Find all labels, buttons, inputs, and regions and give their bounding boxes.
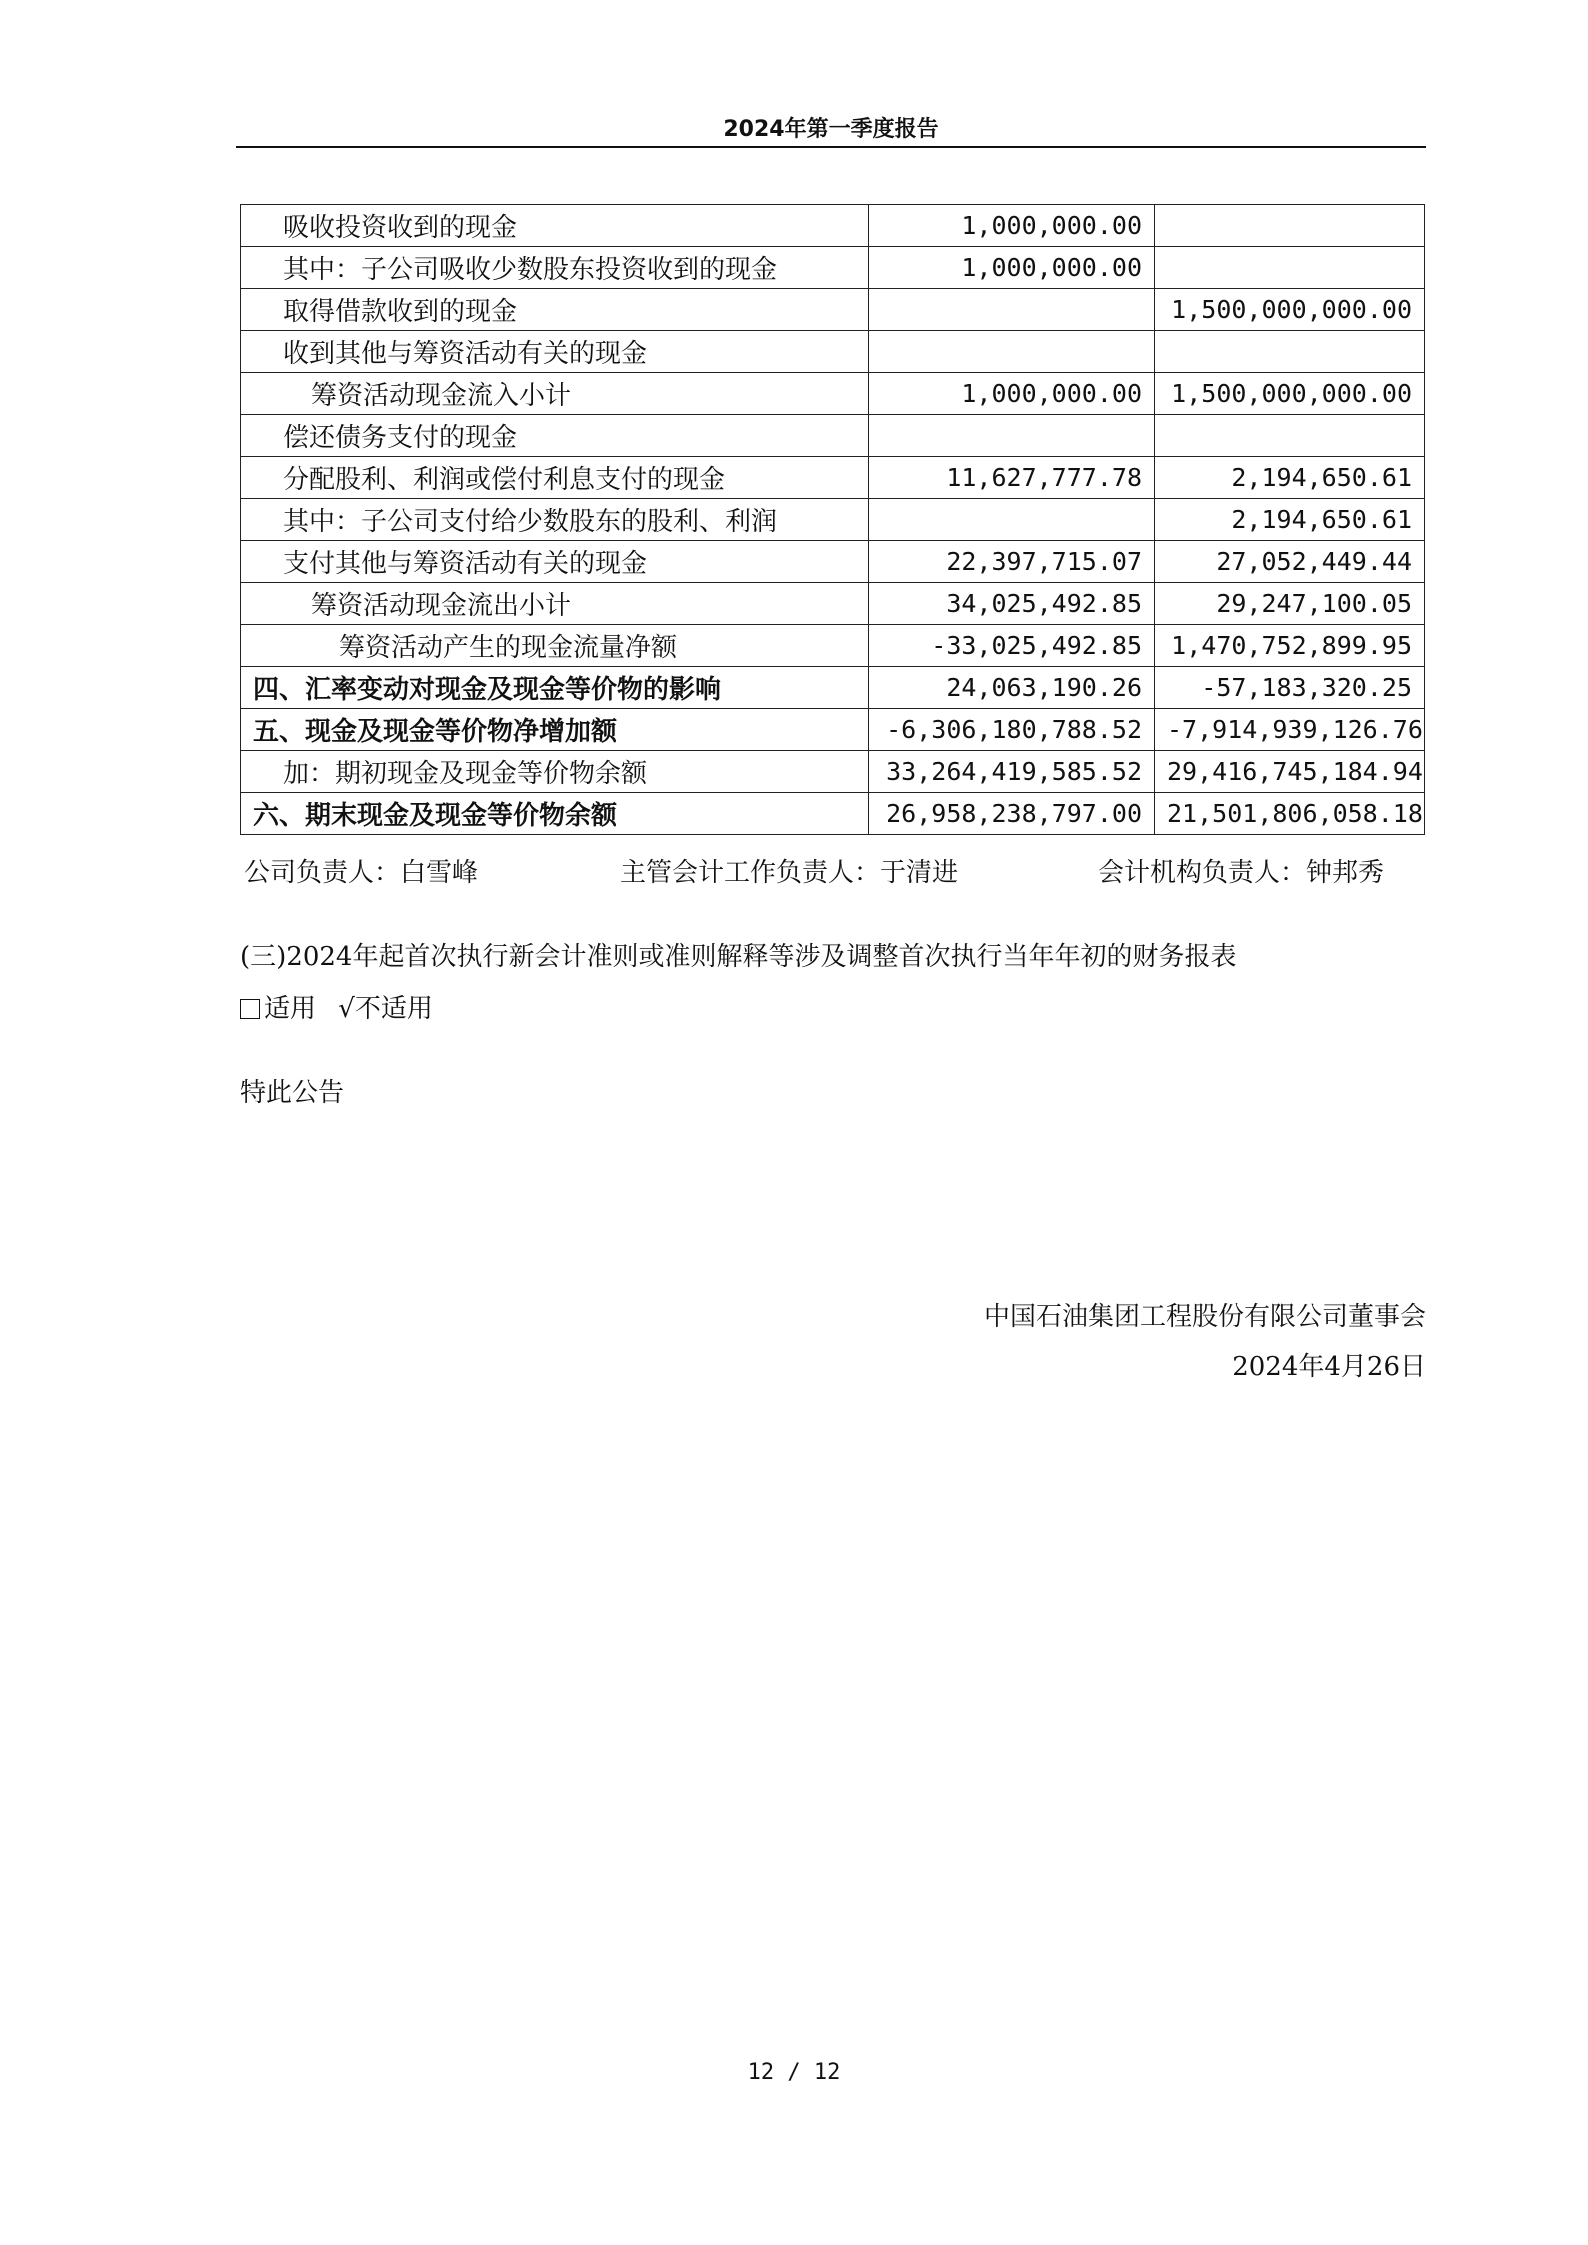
applicability-options: [240, 988, 433, 1025]
row-label: 支付其他与筹资活动有关的现金: [241, 541, 869, 583]
current-period-value: [869, 499, 1155, 541]
row-label: 五、现金及现金等价物净增加额: [241, 709, 869, 751]
row-label: 取得借款收到的现金: [241, 289, 869, 331]
prior-period-value: 1,500,000,000.00: [1155, 373, 1425, 415]
cash-flow-table-body: [241, 205, 1425, 835]
section-3-title: (三)2024年起首次执行新会计准则或准则解释等涉及调整首次执行当年年初的财务报表: [240, 942, 1237, 972]
accounting-org-head-signature: 会计机构负责人：钟邦秀: [1098, 858, 1385, 888]
issuer-name: 中国石油集团工程股份有限公司董事会: [983, 1302, 1426, 1332]
row-label: 其中：子公司吸收少数股东投资收到的现金: [241, 247, 869, 289]
table-row: [241, 583, 1425, 625]
table-row: [241, 751, 1425, 793]
row-label: 加：期初现金及现金等价物余额: [241, 751, 869, 793]
table-row: [241, 331, 1425, 373]
prior-period-value: 29,247,100.05: [1155, 583, 1425, 625]
prior-period-value: 29,416,745,184.94: [1155, 751, 1425, 793]
row-label: 其中：子公司支付给少数股东的股利、利润: [241, 499, 869, 541]
table-row: [241, 625, 1425, 667]
table-row: [241, 457, 1425, 499]
current-period-value: 33,264,419,585.52: [869, 751, 1155, 793]
prior-period-value: 1,470,752,899.95: [1155, 625, 1425, 667]
table-row: [241, 373, 1425, 415]
current-period-value: 1,000,000.00: [869, 205, 1155, 247]
table-row: [241, 415, 1425, 457]
current-period-value: 22,397,715.07: [869, 541, 1155, 583]
option-applicable: 适用: [264, 994, 317, 1024]
current-period-value: [869, 415, 1155, 457]
prior-period-value: 1,500,000,000.00: [1155, 289, 1425, 331]
header-divider: [236, 146, 1426, 148]
table-row: [241, 205, 1425, 247]
cash-flow-table: [240, 204, 1425, 835]
row-label: 偿还债务支付的现金: [241, 415, 869, 457]
current-period-value: -33,025,492.85: [869, 625, 1155, 667]
row-label: 吸收投资收到的现金: [241, 205, 869, 247]
option-not-applicable: √不适用: [338, 994, 433, 1024]
prior-period-value: 21,501,806,058.18: [1155, 793, 1425, 835]
prior-period-value: -7,914,939,126.76: [1155, 709, 1425, 751]
prior-period-value: [1155, 415, 1425, 457]
table-row: [241, 793, 1425, 835]
prior-period-value: 2,194,650.61: [1155, 499, 1425, 541]
row-label: 收到其他与筹资活动有关的现金: [241, 331, 869, 373]
current-period-value: [869, 289, 1155, 331]
current-period-value: 11,627,777.78: [869, 457, 1155, 499]
current-period-value: 1,000,000.00: [869, 247, 1155, 289]
current-period-value: 34,025,492.85: [869, 583, 1155, 625]
table-row: [241, 667, 1425, 709]
row-label: 四、汇率变动对现金及现金等价物的影响: [241, 667, 869, 709]
row-label: 六、期末现金及现金等价物余额: [241, 793, 869, 835]
page-number: 12 / 12: [747, 2060, 841, 2085]
current-period-value: -6,306,180,788.52: [869, 709, 1155, 751]
prior-period-value: 27,052,449.44: [1155, 541, 1425, 583]
table-row: [241, 541, 1425, 583]
company-head-signature: 公司负责人：白雪峰: [244, 858, 479, 888]
prior-period-value: -57,183,320.25: [1155, 667, 1425, 709]
table-row: [241, 709, 1425, 751]
table-row: [241, 289, 1425, 331]
row-label: 筹资活动现金流入小计: [241, 373, 869, 415]
prior-period-value: [1155, 331, 1425, 373]
prior-period-value: [1155, 247, 1425, 289]
row-label: 筹资活动产生的现金流量净额: [241, 625, 869, 667]
current-period-value: 1,000,000.00: [869, 373, 1155, 415]
table-row: [241, 247, 1425, 289]
page-header-title: 2024年第一季度报告: [723, 117, 939, 142]
table-row: [241, 499, 1425, 541]
empty-checkbox-icon: [240, 999, 260, 1019]
row-label: 分配股利、利润或偿付利息支付的现金: [241, 457, 869, 499]
prior-period-value: 2,194,650.61: [1155, 457, 1425, 499]
closing-statement: 特此公告: [240, 1078, 345, 1108]
prior-period-value: [1155, 205, 1425, 247]
accounting-head-signature: 主管会计工作负责人：于清进: [620, 858, 959, 888]
row-label: 筹资活动现金流出小计: [241, 583, 869, 625]
current-period-value: 24,063,190.26: [869, 667, 1155, 709]
issue-date: 2024年4月26日: [1232, 1352, 1426, 1382]
current-period-value: [869, 331, 1155, 373]
current-period-value: 26,958,238,797.00: [869, 793, 1155, 835]
